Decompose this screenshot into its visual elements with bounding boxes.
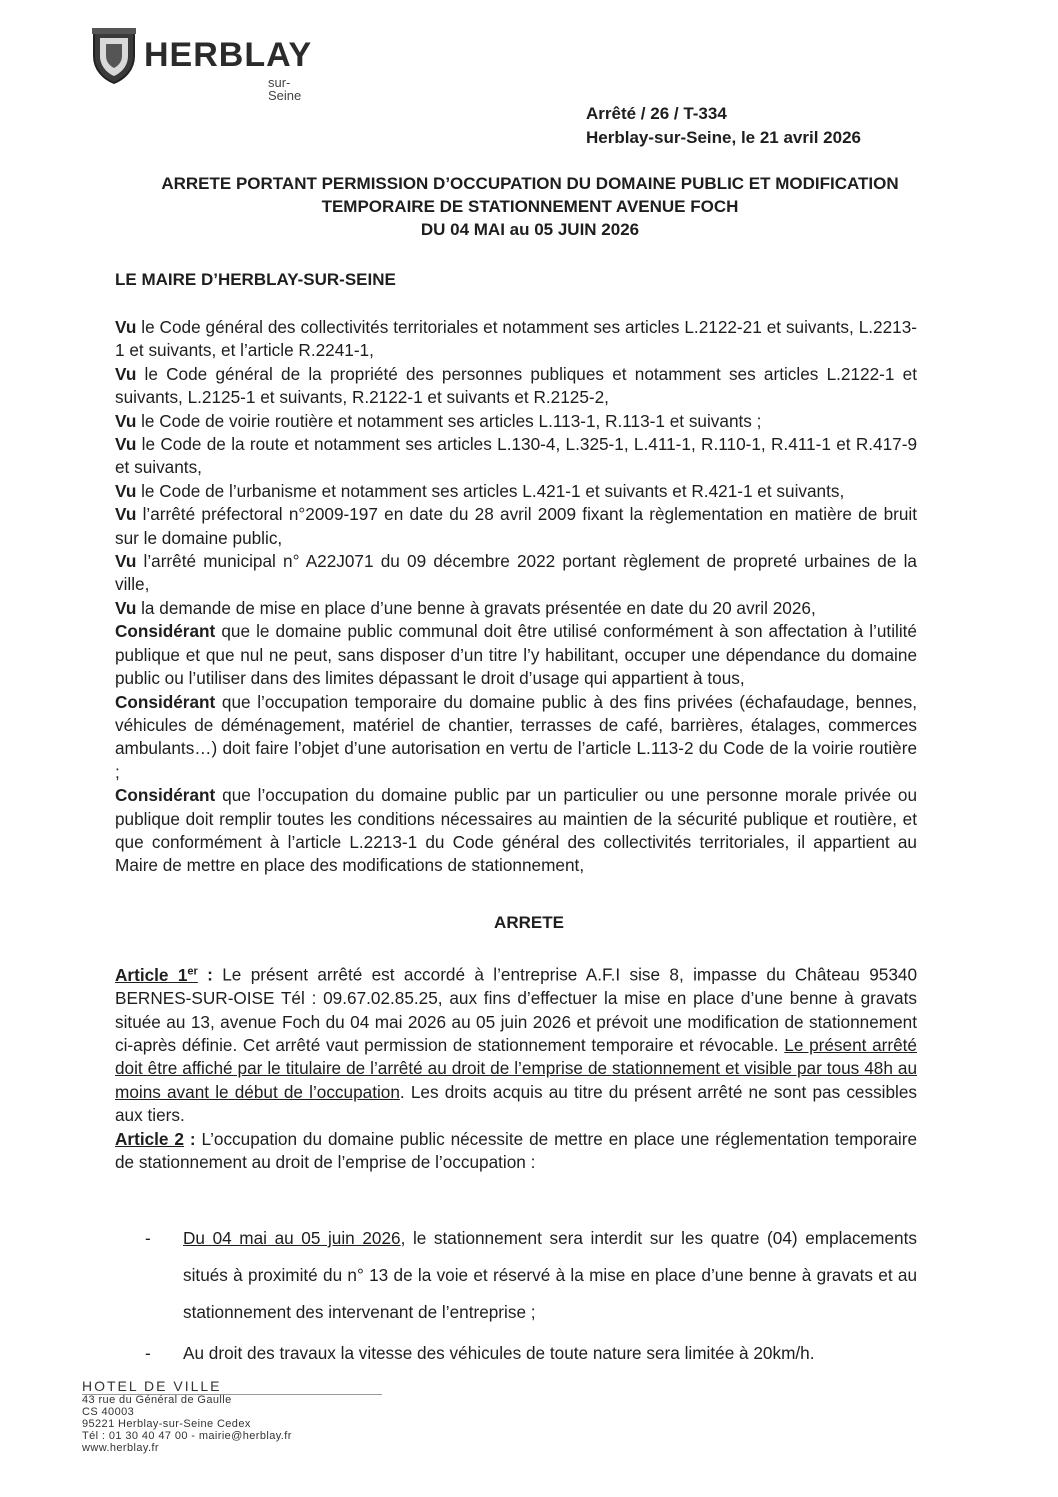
article-2 [115, 1128, 917, 1175]
footer-website: www.herblay.fr [82, 1442, 159, 1454]
consideration-text: le Code général de la propriété des personnes publiques et notamment ses articles L.2122-1 et suivants, L.2125-1 et suivants, R.2122-1 et suivants et R.2125-2, [115, 363, 917, 408]
article-2-separator: : [183, 1128, 196, 1149]
arrete-reference: Arrêté / 26 / T-334 [586, 104, 727, 123]
consideration-text: que l’occupation du domaine public par un particulier ou une personne morale privée ou publique doit remplir toutes les conditions nécessaires au maintien de la sécurité publique et routière, et que conformément à l’article L.2213-1 du Code général des collectivités territoriales, il appartient au Maire de mettre en place des modifications de stationnement, [115, 785, 917, 876]
consideration-lead: Vu [115, 504, 137, 525]
consideration-item [115, 503, 917, 550]
title-line-2: TEMPORAIRE DE STATIONNEMENT AVENUE FOCH [321, 197, 739, 216]
consideration-item [115, 620, 917, 690]
issuer-heading: LE MAIRE D’HERBLAY-SUR-SEINE [115, 270, 396, 289]
consideration-lead: Vu [115, 434, 137, 455]
consideration-lead: Vu [115, 480, 137, 501]
bullet-dash: - [145, 1343, 151, 1363]
consideration-text: que l’occupation temporaire du domaine public à des fins privées (échafaudage, bennes, véhicules de déménagement, matériel de chantier, terrasses de café, barrières, étalages, commerces ambulants…) doit faire l’objet d’une autorisation en vertu de l’article L.113-2 du Code de la voirie routière ; [115, 691, 917, 782]
article-2-label: Article 2 [115, 1128, 184, 1149]
consideration-item [115, 480, 917, 503]
list-item [145, 1335, 917, 1372]
consideration-lead: Considérant [115, 785, 216, 806]
consideration-item [115, 691, 917, 785]
document-title [60, 172, 1000, 241]
consideration-text: le Code de voirie routière et notamment ses articles L.113-1, R.113-1 et suivants ; [136, 410, 762, 431]
article-1-label [115, 965, 198, 985]
consideration-lead: Vu [115, 363, 137, 384]
consideration-lead: Vu [115, 317, 137, 337]
footer-contact: Tél : 01 30 40 47 00 - mairie@herblay.fr [82, 1430, 292, 1442]
article-1-text-a: Le présent arrêté est accordé à l’entreprise A.F.I sise 8, impasse du Château 95340 BERNES-SUR-OISE Tél : 09.67.02.85.25, aux fins d’effectuer la mise en place d’une benne à gravats située au 13, avenue Foch du 04 mai 2026 au 05 juin 2026 et prévoit une modification de stationnement ci-après définie. Cet arrêté vaut permission de stationnement temporaire et révocable. [115, 964, 918, 1055]
bullet-period: Du 04 mai au 05 juin 2026 [183, 1228, 401, 1248]
article-1-text-b: . Les droits acquis au titre du présent arrêté ne sont pas cessibles aux tiers. [115, 1081, 918, 1126]
consideration-item [115, 784, 917, 878]
considerations [115, 316, 917, 878]
logo-subtitle: sur-Seine [268, 75, 302, 103]
consideration-lead: Considérant [115, 691, 216, 712]
article-1-separator: : [197, 964, 213, 985]
arrete-heading: ARRETE [494, 913, 564, 932]
consideration-item [115, 410, 917, 433]
consideration-lead: Considérant [115, 621, 216, 642]
footer-title: HOTEL DE VILLE [82, 1378, 222, 1394]
consideration-lead: Vu [115, 597, 137, 618]
consideration-item [115, 550, 917, 597]
title-line-3: DU 04 MAI au 05 JUIN 2026 [420, 220, 640, 239]
reference-block [586, 102, 861, 150]
list-item [145, 1220, 917, 1331]
consideration-text: l’arrêté municipal n° A22J071 du 09 décembre 2022 portant règlement de propreté urbaines de la ville, [115, 551, 917, 595]
consideration-text: le Code de l’urbanisme et notamment ses articles L.421-1 et suivants et R.421-1 et suivants, [136, 480, 845, 501]
article-1-label-sup: er [187, 965, 198, 977]
place-date: Herblay-sur-Seine, le 21 avril 2026 [586, 128, 861, 147]
bullet-text: , le stationnement sera interdit sur les quatre (04) emplacements situés à proximité du n° 13 de la voie et réservé à la mise en place d’une benne à gravats et au stationnement des intervenant de l’entreprise ; [183, 1228, 917, 1322]
title-line-1: ARRETE PORTANT PERMISSION D’OCCUPATION DU DOMAINE PUBLIC ET MODIFICATION [161, 174, 899, 193]
bullet-text: Au droit des travaux la vitesse des véhicules de toute nature sera limitée à 20km/h. [183, 1343, 815, 1363]
consideration-item [115, 597, 917, 620]
article-2-text: L’occupation du domaine public nécessite de mettre en place une réglementation temporaire de stationnement au droit de l’emprise de l’occupation : [115, 1128, 918, 1172]
article-1-posting-notice: Le présent arrêté doit être affiché par le titulaire de l’arrêté au droit de l’emprise de stationnement et visible par tous 48h au moins avant le début de l’occupation [115, 1034, 917, 1102]
consideration-text: le Code général des collectivités territoriales et notamment ses articles L.2122-21 et suivants, L.2213-1 et suivants, et l’article R.2241-1, [115, 317, 917, 361]
consideration-lead: Vu [115, 551, 137, 572]
city-logo [88, 22, 318, 103]
logo-name: HERBLAY [144, 36, 313, 74]
consideration-text: l’arrêté préfectoral n°2009-197 en date du 28 avril 2009 fixant la règlementation en matière de bruit sur le domaine public, [115, 504, 917, 548]
footer-address [82, 1378, 292, 1454]
consideration-lead: Vu [115, 410, 137, 431]
consideration-item [115, 316, 917, 363]
footer-city: 95221 Herblay-sur-Seine Cedex [82, 1418, 251, 1430]
consideration-item [115, 433, 917, 480]
city-crest-icon [88, 26, 140, 86]
consideration-text: le Code de la route et notamment ses articles L.130-4, L.325-1, L.411-1, R.110-1, R.411-1 et R.417-9 et suivants, [115, 434, 917, 478]
article-1 [115, 960, 917, 1128]
article-1-label-text: Article 1 [115, 964, 188, 985]
consideration-item [115, 363, 917, 410]
consideration-text: que le domaine public communal doit être utilisé conformément à son affectation à l’utilité publique et que nul ne peut, sans disposer d’un titre l’y habilitant, occuper une dépendance du domaine public ou l’utiliser dans des limites dépassant le droit d’usage qui appartient à tous, [115, 621, 917, 689]
footer-cs: CS 40003 [82, 1406, 135, 1418]
bullet-dash: - [145, 1228, 151, 1248]
footer-street: 43 rue du Général de Gaulle [82, 1394, 232, 1406]
parking-measures [145, 1220, 917, 1376]
consideration-text: la demande de mise en place d’une benne à gravats présentée en date du 20 avril 2026, [136, 597, 816, 618]
articles [115, 960, 917, 1174]
